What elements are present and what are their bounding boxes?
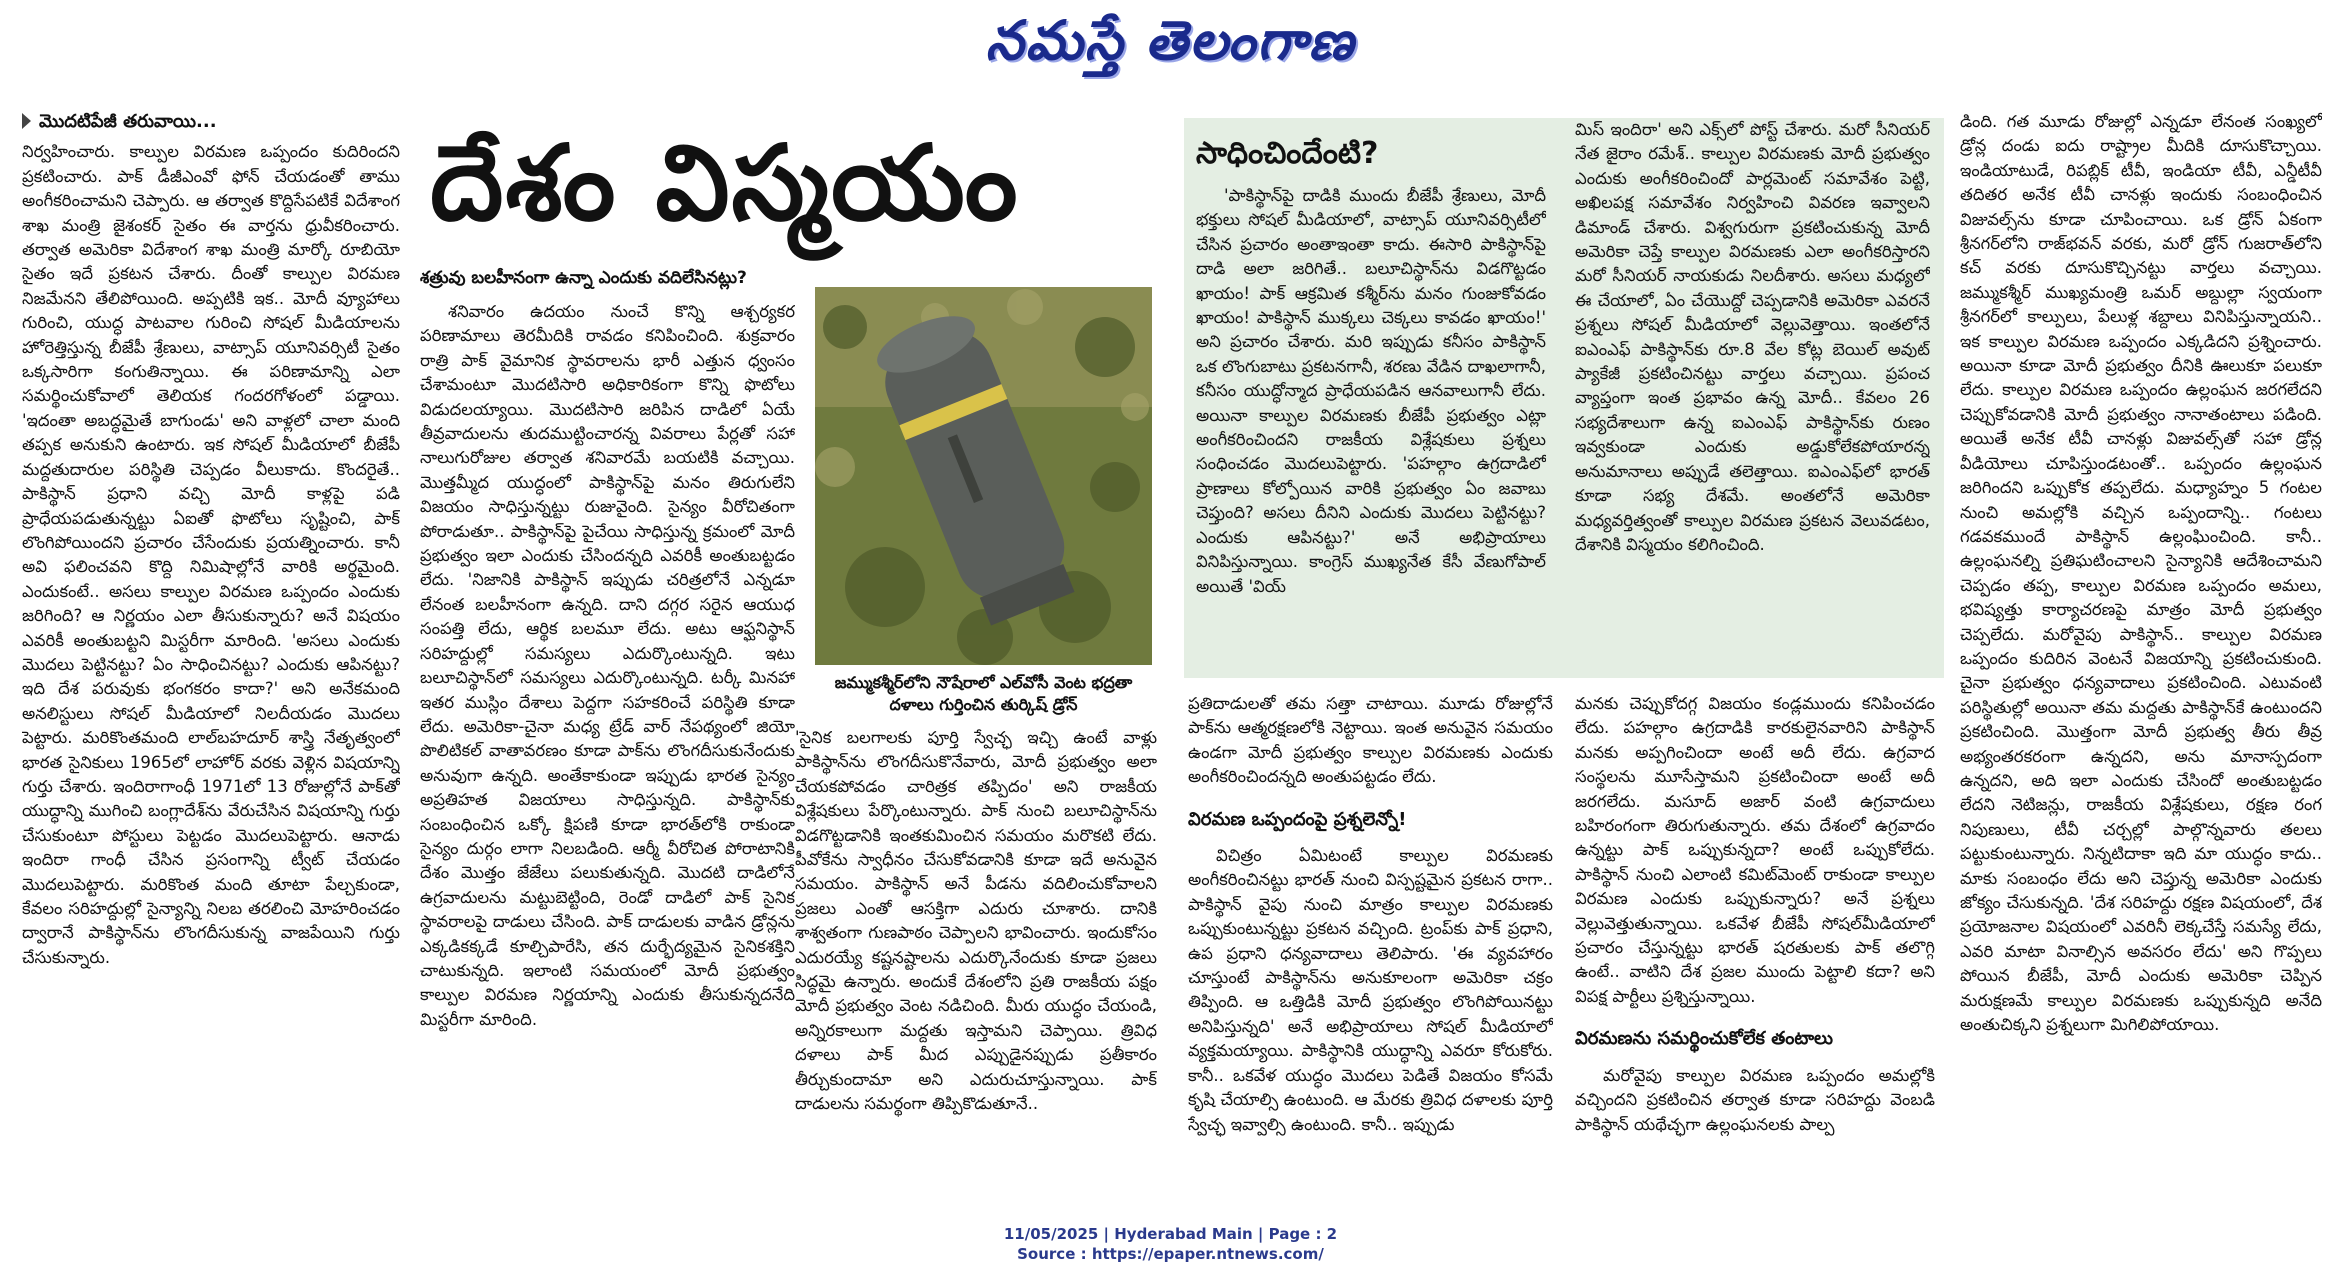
chevron-right-icon (22, 113, 31, 129)
column-text: మిస్ ఇందిరా' అని ఎక్స్‌లో పోస్ట్ చేశారు. మరో సీనియర్ నేత జైరాం రమేశ్.. కాల్పుల విరమణకు మోదీ ప్రభుత్వం ఎందుకు అంగీకరించిందో పార్లమెంట్ సమావేశం పెట్టి, అఖిలపక్ష సమావేశం నిర్వహించి వివరణ ఇవ్వాలని డిమాండ్ చేశారు. విశ్వగురుగా ప్రకటించుకున్న మోదీ అమెరికా చెప్తే కాల్పుల విరమణకు ఎలా అంగీకరిస్తారని మరో సీనియర్ నాయకుడు నిలదీశారు. అసలు మధ్యలో ఈ చేయాలో, ఏం చేయొద్దో చెప్పడానికి అమెరికా ఎవరనే ప్రశ్నలు సోషల్ మీడియాలో వెల్లువెత్తాయి. ఇంతలోనే ఐఎంఎఫ్ పాకిస్థాన్‌కు రూ.8 వేల కోట్ల బెయిల్ అవుట్ ప్యాకేజీ ప్రకటించినట్టు వార్తలు వచ్చాయి. ప్రపంచ వ్యాప్తంగా ఇంత ప్రభావం ఉన్న మోదీ.. కేవలం 26 సభ్యదేశాలుగా ఉన్న ఐఎంఎఫ్ పాకిస్థాన్‌కు రుణం ఇవ్వకుండా ఎందుకు అడ్డుకోలేకపోయారన్న అనుమానాలు అప్పుడే తలెత్తాయి. ఐఎంఎఫ్‌లో భారత్ కూడా సభ్య దేశమే. అంతలోనే అమెరికా మధ్యవర్తిత్వంతో కాల్పుల విరమణ ప్రకటన వెలువడటం, దేశానికి విస్మయం కలిగించింది. (1575, 120, 1930, 554)
section-heading: విరమణ ఒప్పందంపై ప్రశ్నలెన్నో! (1188, 808, 1407, 830)
article-column-5 (1575, 692, 1935, 1207)
page-footer (0, 1224, 2341, 1264)
column-text: శనివారం ఉదయం నుంచే కొన్ని ఆశ్చర్యకర పరిణామాలు తెరమీదికి రావడం కనిపించింది. శుక్రవారం రాత్రి పాక్ వైమానిక స్థావరాలను భారీ ఎత్తున ధ్వంసం చేశామంటూ మొదటిసారి అధికారికంగా కొన్ని ఫొటోలు విడుదలయ్యాయి. మొదటిసారి జరిపిన దాడిలో ఏయే తీవ్రవాదులను తుదముట్టించారన్న వివరాలు పేర్లతో సహా నాలుగురోజుల తర్వాత శనివారమే బయటికి వచ్చాయి. మొత్తమ్మీద యుద్ధంలో పాకిస్థాన్‌పై మనం తిరుగులేని విజయం సాధిస్తున్నట్టు రుజువైంది. సైన్యం వీరోచితంగా పోరాడుతూ.. పాకిస్థాన్‌పై పైచేయి సాధిస్తున్న క్రమంలో మోదీ ప్రభుత్వం ఇలా ఎందుకు చేసిందన్నది ఎవరికీ అంతుబట్టడం లేదు. 'నిజానికి పాకిస్థాన్ ఇప్పుడు చరిత్రలోనే ఎన్నడూ లేనంత బలహీనంగా ఉన్నది. దాని దగ్గర సరైన ఆయుధ సంపత్తి లేదు, ఆర్థిక బలమూ లేదు. అటు ఆఫ్ఘనిస్థాన్ సరిహద్దుల్లో సమస్యలు ఎదుర్కొంటున్నది. ఇటు బలూచిస్థాన్‌లో సమస్యలు ఎదుర్కొంటున్నది. టర్కీ మినహా ఇతర ముస్లిం దేశాలు పెద్దగా సహకరించే పరిస్థితి కూడా లేదు. అమెరికా-చైనా మధ్య ట్రేడ్ వార్ నేపథ్యంలో జియో పొలిటికల్ వాతావరణం కూడా పాక్‌ను లొంగదీసుకునేందుకు అనువుగా ఉన్నది. అంతేకాకుండా ఇప్పుడు భారత సైన్యం అప్రతిహత విజయాలు సాధిస్తున్నది. పాకిస్థాన్‌కు సంబంధించిన ఒక్కో క్షిపణి కూడా భారత్‌లోకి రాకుండా సైన్యం దుర్గం లాగా నిలబడింది. ఆర్మీ వీరోచిత పోరాటానికి దేశం మొత్తం జేజేలు పలుకుతున్నది. మొదటి దాడిలోనే ఉగ్రవాదులను మట్టుబెట్టింది, రెండో దాడిలో పాక్ సైనిక స్థావరాలపై దాడులు చేసింది. పాక్ దాడులకు వాడిన డ్రోన్లను ఎక్కడికక్కడే కూల్చిపారేసి, తన దుర్భేద్యమైన సైనికశక్తిని చాటుకున్నది. ఇలాంటి సమయంలో మోదీ ప్రభుత్వం కాల్పుల విరమణ నిర్ణయాన్ని ఎందుకు తీసుకున్నదనేది మిస్టరీగా మారింది. (420, 302, 795, 1029)
kicker-text: మొదటిపేజీ తరువాయి... (39, 111, 217, 132)
photo-caption: జమ్ముకశ్మీర్‌లోని నౌషేరాలో ఎల్‌వోసీ వెంట భద్రతా దళాలు గుర్తించిన తుర్కిష్ డ్రోన్ (834, 673, 1133, 714)
column-text: 'సైనిక బలగాలకు పూర్తి స్వేచ్ఛ ఇచ్చి ఉంటే వాళ్లు పాకిస్థాన్‌ను లొంగదీసుకొనేవారు, మోదీ ప్రభుత్వం అలా చేయకపోవడం చారిత్రక తప్పిదం' అని రాజకీయ విశ్లేషకులు పేర్కొంటున్నారు. పాక్ నుంచి బలూచిస్థాన్‌ను విడగొట్టడానికి ఇంతకుమించిన సమయం మరొకటి లేదు. పీవోకేను స్వాధీనం చేసుకోవడానికి కూడా ఇదే అనువైన సమయం. పాకిస్థాన్ అనే పీడను వదిలించుకోవాలని ప్రజలు ఎంతో ఆసక్తిగా ఎదురు చూశారు. దానికి శాశ్వతంగా గుణపాఠం చెప్పాలని భావించారు. ఇందుకోసం ఎదురయ్యే కష్టనష్టాలను ఎదుర్కొనేందుకు కూడా ప్రజలు సిద్ధమై ఉన్నారు. అందుకే దేశంలోని ప్రతి రాజకీయ పక్షం మోదీ ప్రభుత్వం వెంట నడిచింది. మీరు యుద్ధం చేయండి, అన్నిరకాలుగా మద్దతు ఇస్తామని చెప్పాయి. త్రివిధ దళాలు పాక్ మీద ఎప్పుడైనప్పుడు ప్రతీకారం తీర్చుకుందామా అని ఎదురుచూస్తున్నాయి. పాక్ దాడులను సమర్థంగా తిప్పికొడుతూనే.. (795, 728, 1157, 1114)
source-link[interactable]: Source : https://epaper.ntnews.com/ (1017, 1245, 1324, 1263)
drone-photo (815, 287, 1152, 665)
article-column-6 (1960, 110, 2322, 1210)
box-column-2 (1575, 118, 1930, 663)
article-column-1 (22, 110, 400, 1210)
column-text: ప్రతిదాడులతో తమ సత్తా చాటాయి. మూడు రోజుల్లోనే పాక్‌ను ఆత్మరక్షణలోకి నెట్టాయి. ఇంత అనువైన సమయం ఉండగా మోదీ ప్రభుత్వం కాల్పుల విరమణకు ఎందుకు అంగీకరించిందన్నది అంతుపట్టడం లేదు. (1188, 694, 1553, 787)
column-text: మనకు చెప్పుకోదగ్గ విజయం కండ్లముందు కనిపించడం లేదు. పహల్గాం ఉగ్రదాడికి కారకులైనవారిని పాకిస్థాన్ మనకు అప్పగించిందా అంటే అదీ లేదు. ఉగ్రవాద సంస్థలను మూసేస్తామని ప్రకటించిందా అంటే అదీ జరగలేదు. మసూద్ అజార్ వంటి ఉగ్రవాదులు బహిరంగంగా తిరుగుతున్నారు. తమ దేశంలో ఉగ్రవాదం ఉన్నట్టు పాక్ ఒప్పుకున్నదా? అంటే ఒప్పుకోలేదు. పాకిస్థాన్ నుంచి ఎలాంటి కమిట్‌మెంట్ రాకుండా కాల్పుల విరమణ ఎందుకు ఒప్పుకున్నారు? అనే ప్రశ్నలు వెల్లువెత్తుతున్నాయి. ఒకవేళ బీజేపీ సోషల్‌మీడియాలో ప్రచారం చేస్తున్నట్టు భారత్ షరతులకు పాక్ తలొగ్గి ఉంటే.. వాటిని దేశ ప్రజల ముందు పెట్టాలి కదా? అని విపక్ష పార్టీలు ప్రశ్నిస్తున్నాయి. (1575, 694, 1935, 1006)
box-title: సాధించిందేంటి? (1196, 136, 1379, 171)
article-column-4 (1188, 692, 1553, 1207)
newspaper-title: నమస్తే తెలంగాణ (985, 8, 1356, 72)
edition-info: 11/05/2025 | Hyderabad Main | Page : 2 (1003, 1225, 1338, 1243)
turkish-drone-image (815, 287, 1152, 665)
section-heading: విరమణను సమర్థించుకోలేక తంటాలు (1575, 1028, 1834, 1050)
column-text: 'పాకిస్థాన్‌పై దాడికి ముందు బీజేపీ శ్రేణులు, మోదీ భక్తులు సోషల్ మీడియాలో, వాట్సాప్ యూనివర్సిటీలో చేసిన ప్రచారం అంతాఇంతా కాదు. ఈసారి పాకిస్థాన్‌పై దాడి అలా జరిగితే.. బలూచిస్థాన్‌ను విడగొట్టడం ఖాయం! పాక్ ఆక్రమిత కశ్మీర్‌ను మనం గుంజుకోవడం ఖాయం! పాకిస్థాన్ ముక్కలు చెక్కలు కావడం ఖాయం!' అని ప్రచారం చేశారు. మరి ఇప్పుడు కనీసం పాకిస్థాన్ ఒక లొంగుబాటు ప్రకటనగానీ, శరణు వేడిన దాఖలాగానీ, కనీసం యుద్ధోన్మాద ప్రాధేయపడిన ఆనవాలుగానీ లేదు. అయినా కాల్పుల విరమణకు బీజేపీ ప్రభుత్వం ఎట్లా అంగీకరించిందని రాజకీయ విశ్లేషకులు ప్రశ్నలు సంధించడం మొదలుపెట్టారు. 'పహల్గాం ఉగ్రదాడిలో ప్రాణాలు కోల్పోయిన వారికి ప్రభుత్వం ఏం జవాబు చెప్తుంది? అసలు దీనిని ఎందుకు మొదలు పెట్టినట్టు? ఎందుకు ఆపినట్టు?' అనే అభిప్రాయాలు వినిపిస్తున్నాయి. కాంగ్రెస్ ముఖ్యనేత కేసీ వేణుగోపాల్ అయితే 'వియ్ (1196, 186, 1546, 596)
column-text: విచిత్రం ఏమిటంటే కాల్పుల విరమణకు అంగీకరించినట్టు భారత్ నుంచి విస్పష్టమైన ప్రకటన రాగా.. పాకిస్థాన్ వైపు నుంచి మాత్రం కాల్పుల విరమణకు ఒప్పుకుంటున్నట్టు ప్రకటన వచ్చింది. ట్రంప్‌కు పాక్ ప్రధాని, ఉప ప్రధాని ధన్యవాదాలు తెలిపారు. 'ఈ వ్యవహారం చూస్తుంటే పాకిస్థాన్‌ను అనుకూలంగా అమెరికా చక్రం తిప్పింది. ఆ ఒత్తిడికి మోదీ ప్రభుత్వం లొంగిపోయినట్టు అనిపిస్తున్నది' అనే అభిప్రాయాలు సోషల్ మీడియాలో వ్యక్తమయ్యాయి. పాకిస్థానికి యుద్ధాన్ని ఎవరూ కోరుకోరు. కానీ.. ఒకవేళ యుద్ధం మొదలు పెడితే విజయం కోసమే కృషి చేయాల్సి ఉంటుంది. ఆ మేరకు త్రివిధ దళాలకు పూర్తి స్వేచ్ఛ ఇవ్వాల్సి ఉంటుంది. కానీ.. ఇప్పుడు (1188, 846, 1553, 1134)
column-text: మరోవైపు కాల్పుల విరమణ ఒప్పందం అమల్లోకి వచ్చిందని ప్రకటించిన తర్వాత కూడా సరిహద్దు వెంబడి పాకిస్థాన్ యథేచ్ఛగా ఉల్లంఘనలకు పాల్ప (1575, 1065, 1935, 1134)
column-text: నిర్వహించారు. కాల్పుల విరమణ ఒప్పందం కుదిరిందని ప్రకటించారు. పాక్ డీజీఎంవో ఫోన్ చేయడంతో తాము అంగీకరించామని చెప్పారు. ఆ తర్వాత కొద్దిసేపటికే విదేశాంగ శాఖ మంత్రి జైశంకర్ సైతం ఈ వార్తను ధ్రువీకరించారు. తర్వాత అమెరికా విదేశాంగ శాఖ మంత్రి మార్కో రూబియో సైతం ఇదే ప్రకటన చేశారు. దీంతో కాల్పుల విరమణ నిజమేనని తేలిపోయింది. అప్పటికి ఇక.. మోదీ వ్యూహాలు గురించి, యుద్ధ పాటవాల గురించి సోషల్ మీడియాలను హోరెత్తిస్తున్న బీజేపీ శ్రేణులు, వాట్సాప్ యూనివర్సిటీ సైతం ఒక్కసారిగా కంగుతిన్నాయి. ఈ పరిణామాన్ని ఎలా సమర్థించుకోవాలో తెలియక గందరగోళంలో పడ్డాయి. 'ఇదంతా అబద్ధమైతే బాగుండు' అని వాళ్లలో చాలా మంది తప్పక అనుకుని ఉంటారు. ఇక సోషల్ మీడియాలో బీజేపీ మద్దతుదారుల పరిస్థితి చెప్పడం వీలుకాదు. కొందరైతే.. పాకిస్థాన్ ప్రధాని వచ్చి మోదీ కాళ్లపై పడి ప్రాధేయపడుతున్నట్టు ఏఐతో ఫొటోలు సృష్టించి, పాక్ లొంగిపోయిందని ప్రచారం చేసేందుకు ప్రయత్నించారు. కానీ అవి ఫలించవని కొద్ది నిమిషాల్లోనే వారికి అర్థమైంది. ఎందుకంటే.. అసలు కాల్పుల విరమణ ఒప్పందం ఎందుకు జరిగింది? ఆ నిర్ణయం ఎలా తీసుకున్నారు? అనే విషయం ఎవరికీ అంతుబట్టని మిస్టరీగా మారింది. 'అసలు ఎందుకు మొదలు పెట్టినట్టు? ఏం సాధించినట్టు? ఎందుకు ఆపినట్టు? ఇది దేశ పరువుకు భంగకరం కాదా?' అని అనేకమంది అనలిస్టులు సోషల్ మీడియాలో నిలదీయడం మొదలు పెట్టారు. మరికొంతమంది లాల్‌బహదూర్ శాస్త్రి నేతృత్వంలో భారత సైనికులు 1965లో లాహోర్ వరకు వెళ్లిన విషయాన్ని గుర్తు చేశారు. ఇందిరాగాంధీ 1971లో 13 రోజుల్లోనే పాక్‌తో యుద్ధాన్ని ముగించి బంగ్లాదేశ్‌ను వేరుచేసిన విషయాన్ని గుర్తు చేసుకుంటూ పోస్టులు పెట్టడం మొదలుపెట్టారు. ఆనాడు ఇందిరా గాంధీ చేసిన ప్రసంగాన్ని ట్వీట్ చేయడం మొదలుపెట్టారు. మరికొంత మంది తూటా పేల్చకుండా, కేవలం సరిహద్దుల్లో సైన్యాన్ని నిలబ తరలించి మోహరించడం ద్వారానే పాకిస్థాన్‌ను లొంగదీసుకున్న వాజపేయిని గుర్తు చేసుకున్నారు. (22, 142, 400, 967)
column-text: డింది. గత మూడు రోజుల్లో ఎన్నడూ లేనంత సంఖ్యలో డ్రోన్ల దండు ఐదు రాష్ట్రాల మీదికి దూసుకొచ్చాయి. ఇండియాటుడే, రిపబ్లిక్ టీవీ, ఇండియా టీవీ, ఎన్డీటీవీ తదితర అనేక టీవీ చానళ్లు ఇందుకు సంబంధించిన విజువల్స్‌ను కూడా చూపించాయి. ఒక డ్రోన్ ఏకంగా శ్రీనగర్‌లోని రాజ్‌భవన్ వరకు, మరో డ్రోన్ గుజరాత్‌లోని కచ్ వరకు దూసుకొచ్చినట్టు వార్తలు వచ్చాయి. జమ్ముకశ్మీర్ ముఖ్యమంత్రి ఒమర్ అబ్దుల్లా స్వయంగా శ్రీనగర్‌లో కాల్పులు, పేలుళ్ల శబ్దాలు వినిపిస్తున్నాయని.. ఇక కాల్పుల విరమణ ఒప్పందం ఎక్కడిదని ప్రశ్నించారు. అయినా కూడా మోదీ ప్రభుత్వం దీనికి ఊలుకూ పలుకూ లేదు. కాల్పుల విరమణ ఒప్పందం ఉల్లంఘన జరగలేదని చెప్పుకోవడానికి మోదీ ప్రభుత్వం నానాతంటాలు పడింది. అయితే అనేక టీవీ చానళ్లు విజువల్స్‌తో సహా డ్రోన్ల వీడియోలు చూపిస్తుండటంతో.. ఒప్పందం ఉల్లంఘన జరిగిందని ఒప్పుకోక తప్పలేదు. మధ్యాహ్నం 5 గంటల నుంచి అమల్లోకి వచ్చిన ఒప్పందాన్ని.. గంటలు గడవకముందే పాకిస్థాన్ ఉల్లంఘించింది. కానీ.. ఉల్లంఘనల్ని ప్రతిఘటించాలని సైన్యానికి ఆదేశించామని చెప్పడం తప్ప, కాల్పుల విరమణ ఒప్పందం అమలు, భవిష్యత్తు కార్యాచరణపై మాత్రం మోదీ ప్రభుత్వం చెప్పలేదు. మరోవైపు పాకిస్థాన్.. కాల్పుల విరమణ ఒప్పందం కుదిరిన వెంటనే విజయాన్ని ప్రకటించుకుంది. చైనా ప్రభుత్వం ధన్యవాదాలు ప్రకటించింది. ఎటువంటి పరిస్థితుల్లో అయినా తమ మద్దతు పాకిస్థాన్‌కే ఉంటుందని ప్రకటించింది. మొత్తంగా మోదీ ప్రభుత్వ తీరు తీవ్ర అభ్యంతరకరంగా ఉన్నదని, అను మానాస్పదంగా ఉన్నదని, అది ఇలా ఎందుకు చేసిందో అంతుబట్టడం లేదని నెటిజన్లు, రాజకీయ విశ్లేషకులు, రక్షణ రంగ నిపుణులు, టీవీ చర్చల్లో పాల్గొన్నవారు తలలు పట్టుకుంటున్నారు. నిన్నటిదాకా ఇది మా యుద్ధం కాదు.. మాకు సంబంధం లేదు అని చెప్తున్న అమెరికా ఎందుకు జోక్యం చేసుకున్నది. 'దేశ సరిహద్దు రక్షణ విషయంలో, దేశ ప్రయోజనాల విషయంలో ఎవరినీ లెక్కచేస్తే సమస్యే లేదు, ఎవరి మాటా వినాల్సిన అవసరం లేదు' అని గొప్పలు పోయిన బీజేపీ, మోదీ ఎందుకు అమెరికా చెప్పిన మరుక్షణమే కాల్పుల విరమణకు ఒప్పుకున్నది అనేది అంతుచిక్కని ప్రశ్నలుగా మిగిలిపోయాయి. (1960, 112, 2322, 1035)
subheadline: శత్రువు బలహీనంగా ఉన్నా ఎందుకు వదిలేసినట్లు? (420, 268, 747, 288)
headline: దేశం విస్మయం (430, 122, 1020, 244)
article-column-3 (795, 726, 1157, 1206)
article-column-2 (420, 300, 795, 1200)
continuation-kicker (22, 110, 400, 134)
box-column-1 (1196, 184, 1546, 664)
masthead (0, 8, 2341, 78)
